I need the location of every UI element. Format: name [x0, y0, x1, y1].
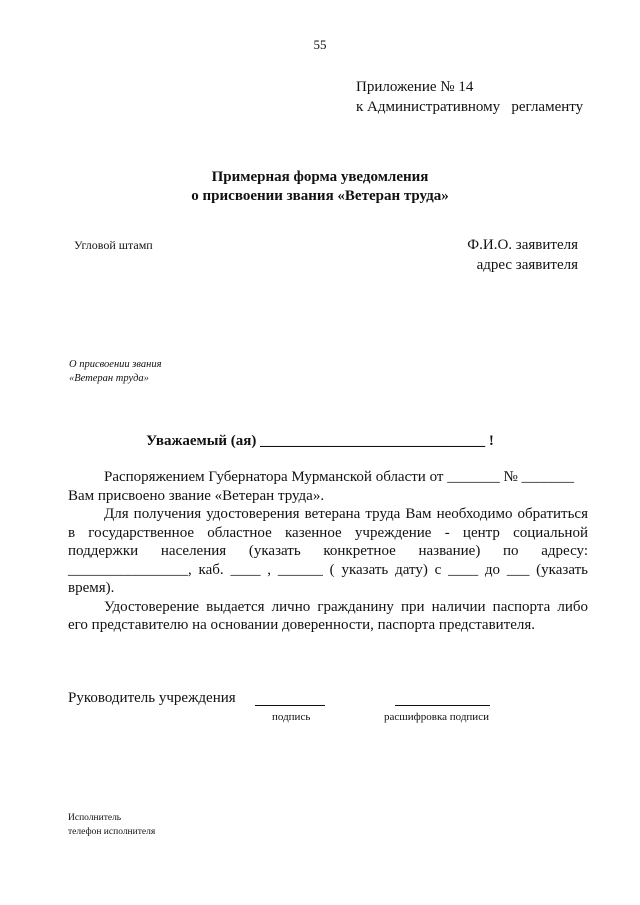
- applicant-block: [467, 235, 578, 275]
- appendix-header: [356, 77, 583, 117]
- decode-line: [395, 705, 490, 706]
- subject-line-1: О присвоении звания: [69, 359, 162, 370]
- body-paragraph-1a: Распоряжением Губернатора Мурманской области от _______ № _______: [104, 469, 575, 485]
- body-paragraph-1b: Вам присвоено звание «Ветеран труда».: [68, 487, 325, 504]
- body-paragraph-2: Для получения удостоверения ветерана труда Вам необходимо обратиться в государственное областное казенное учреждение - центр социальной поддержки населения (указать конкретное название) по адресу: ________________, каб. ____ , ______ ( указать дату) с ____ до ___ (указать время).: [68, 506, 588, 596]
- decode-caption: расшифровка подписи: [384, 711, 489, 723]
- greeting: Уважаемый (ая) ______________________________ !: [146, 433, 494, 449]
- title-line-2: о присвоении звания «Ветеран труда»: [191, 188, 449, 204]
- document-title: [0, 168, 640, 206]
- signature-label: Руководитель учреждения: [68, 690, 236, 706]
- appendix-number: Приложение № 14: [356, 79, 474, 95]
- body-paragraph-3: Удостоверение выдается лично гражданину при наличии паспорта либо его представителю на основании доверенности, паспорта представителя.: [68, 598, 588, 633]
- subject-note: [69, 358, 161, 386]
- title-line-1: Примерная форма уведомления: [211, 169, 429, 185]
- signature-line: [255, 705, 325, 706]
- applicant-address: адрес заявителя: [476, 257, 578, 273]
- letter-body: [68, 468, 588, 635]
- applicant-name: Ф.И.О. заявителя: [467, 237, 578, 253]
- appendix-regulation: к Административному регламенту: [356, 99, 584, 115]
- executor-label: Исполнитель: [68, 813, 122, 823]
- executor-block: [68, 811, 155, 839]
- page-number: 55: [313, 37, 327, 52]
- subject-line-2: «Ветеран труда»: [69, 373, 149, 384]
- signature-caption: подпись: [272, 711, 311, 723]
- executor-phone-label: телефон исполнителя: [68, 827, 156, 837]
- corner-stamp-label: Угловой штамп: [74, 238, 153, 252]
